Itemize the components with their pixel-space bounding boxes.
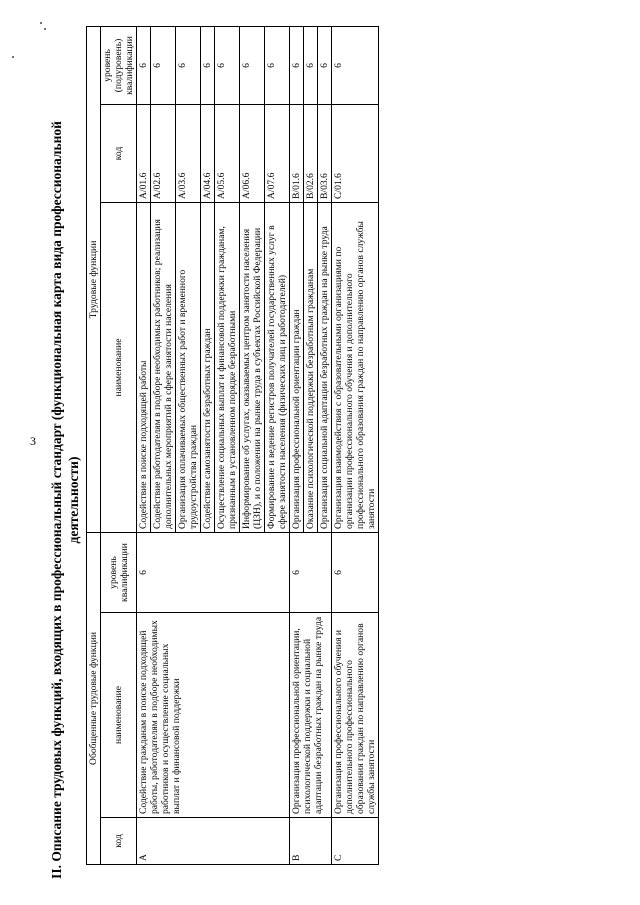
table-row [290, 26, 304, 864]
function-name: Формирование и ведение регистров получателей государственных услуг в сфере занятости населения (физических лиц и работодателей) [265, 203, 290, 533]
document-title: II. Описание трудовых функций, входящих в профессиональный стандарт (функциональная карта вида профессиональной деятельности) [49, 121, 81, 879]
function-name: Содействие самозанятости безработных граждан [201, 203, 215, 533]
function-level: 6 [265, 26, 290, 104]
group-name: Содействие гражданам в поиске подходящей работы, работодателям в подборе необходимых работников и осуществление социальных выплат и финансовой поддержки [137, 613, 290, 818]
page-number: 3 [30, 434, 36, 448]
header-sublevel: уровень (подуровень) квалификации [101, 26, 137, 104]
function-name: Организация оплачиваемых общественных работ и временного трудоустройства граждан [176, 203, 201, 533]
function-name: Содействие в поиске подходящей работы [137, 203, 151, 533]
group-code: C [332, 818, 379, 865]
function-code: A/04.6 [201, 105, 215, 203]
function-level: 6 [332, 26, 379, 104]
function-code: C/01.6 [332, 105, 379, 203]
function-name: Информирование об услугах, оказываемых центром занятости населения (ЦЗН), и о положении на рынке труда в субъектах Российской Федерации [240, 203, 265, 533]
function-code: A/05.6 [215, 105, 240, 203]
group-code: B [290, 818, 332, 865]
header-generalized: Обобщенные трудовые функции [87, 533, 101, 865]
function-level: 6 [215, 26, 240, 104]
header-function-code: код [101, 105, 137, 203]
group-level: 6 [290, 533, 332, 613]
function-level: 6 [318, 26, 332, 104]
header-function-name: наименование [101, 203, 137, 533]
function-code: A/06.6 [240, 105, 265, 203]
function-name: Организация социальной адаптации безработных граждан на рынке труда [318, 203, 332, 533]
function-code: B/01.6 [290, 105, 304, 203]
group-name: Организация профессиональной ориентации, психологической поддержки и социальной адаптации безработных граждан на рынке труда [290, 613, 332, 818]
header-level: уровень квалификации [101, 533, 137, 613]
function-code: A/07.6 [265, 105, 290, 203]
group-name: Организация профессионального обучения и дополнительного профессионального образования граждан по направлению органов службы занятости [332, 613, 379, 818]
functions-table [86, 26, 379, 865]
function-level: 6 [176, 26, 201, 104]
table-row [137, 26, 151, 864]
function-code: A/03.6 [176, 105, 201, 203]
function-name: Содействие работодателям в подборе необходимых работников; реализация дополнительных мероприятий в сфере занятости населения [151, 203, 176, 533]
function-name: Организация взаимодействия с образовательными организациями по организации профессионального обучения и дополнительного профессионального образования граждан по направлению органов службы занятости [332, 203, 379, 533]
table-row [332, 26, 379, 864]
function-name: Организация профессиональной ориентации граждан [290, 203, 304, 533]
function-code: A/01.6 [137, 105, 151, 203]
function-level: 6 [151, 26, 176, 104]
function-level: 6 [201, 26, 215, 104]
header-code: код [101, 818, 137, 865]
function-name: Осуществление социальных выплат и финансовой поддержки гражданам, признанным в установленном порядке безработными [215, 203, 240, 533]
function-level: 6 [137, 26, 151, 104]
group-level: 6 [137, 533, 290, 613]
group-code: A [137, 818, 290, 865]
function-name: Оказание психологической поддержки безработным гражданам [304, 203, 318, 533]
function-code: B/03.6 [318, 105, 332, 203]
group-level: 6 [332, 533, 379, 613]
header-labor: Трудовые функции [87, 26, 101, 532]
function-level: 6 [290, 26, 304, 104]
function-code: B/02.6 [304, 105, 318, 203]
function-level: 6 [304, 26, 318, 104]
function-code: A/02.6 [151, 105, 176, 203]
header-name: наименование [101, 613, 137, 818]
function-level: 6 [240, 26, 265, 104]
